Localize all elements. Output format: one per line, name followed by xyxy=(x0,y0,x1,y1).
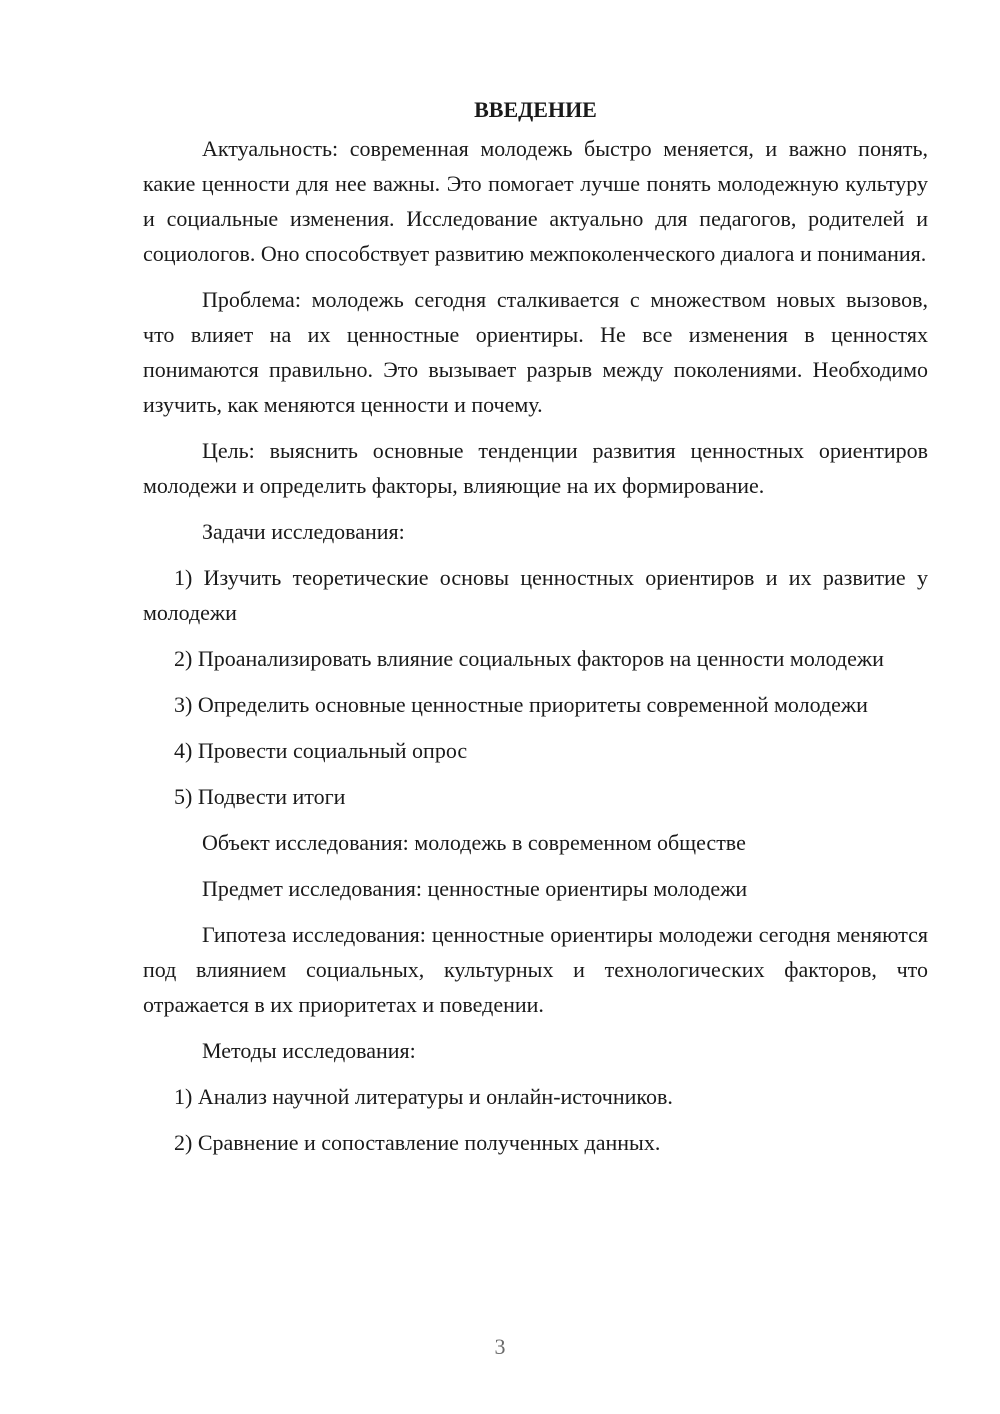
object-paragraph: Объект исследования: молодежь в современном обществе xyxy=(202,830,746,855)
method-item-2: 2) Сравнение и сопоставление полученных данных. xyxy=(174,1130,661,1155)
relevance-paragraph: Актуальность: современная молодежь быстро меняется, и важно понять, какие ценности для нее важны. Это помогает лучше понять молодежную культуру и социальные изменения. Исследование актуально для педагогов, родителей и социологов. Оно способствует развитию межпоколенческого диалога и понимания. xyxy=(143,136,928,266)
document-page xyxy=(143,92,928,1171)
tasks-title: Задачи исследования: xyxy=(202,519,405,544)
methods-title: Методы исследования: xyxy=(202,1038,416,1063)
subject-paragraph: Предмет исследования: ценностные ориентиры молодежи xyxy=(202,876,748,901)
task-item-2: 2) Проанализировать влияние социальных факторов на ценности молодежи xyxy=(174,646,884,671)
task-item-4: 4) Провести социальный опрос xyxy=(174,738,468,763)
task-item-3: 3) Определить основные ценностные приоритеты современной молодежи xyxy=(174,692,868,717)
page-number: 3 xyxy=(494,1334,506,1359)
goal-paragraph: Цель: выяснить основные тенденции развития ценностных ориентиров молодежи и определить факторы, влияющие на их формирование. xyxy=(143,438,928,498)
method-item-1: 1) Анализ научной литературы и онлайн-источников. xyxy=(174,1084,673,1109)
section-heading: ВВЕДЕНИЕ xyxy=(474,97,597,122)
task-item-1: 1) Изучить теоретические основы ценностных ориентиров и их развитие у молодежи xyxy=(143,565,928,625)
problem-paragraph: Проблема: молодежь сегодня сталкивается с множеством новых вызовов, что влияет на их ценностные ориентиры. Не все изменения в ценностях понимаются правильно. Это вызывает разрыв между поколениями. Необходимо изучить, как меняются ценности и почему. xyxy=(143,287,928,417)
hypothesis-paragraph: Гипотеза исследования: ценностные ориентиры молодежи сегодня меняются под влиянием социальных, культурных и технологических факторов, что отражается в их приоритетах и поведении. xyxy=(143,922,928,1017)
task-item-5: 5) Подвести итоги xyxy=(174,784,346,809)
